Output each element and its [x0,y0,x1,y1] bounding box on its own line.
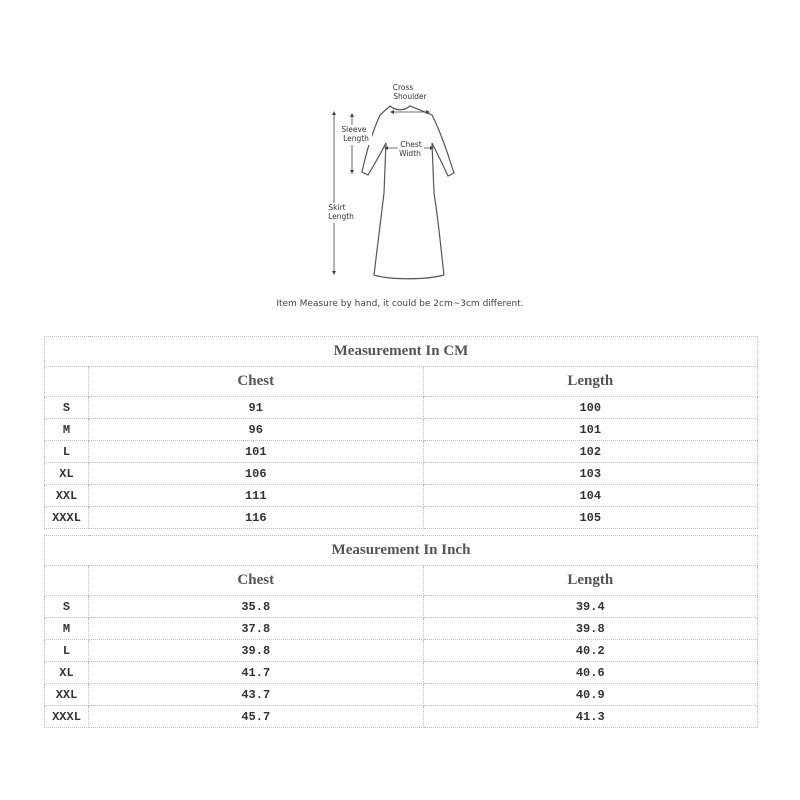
size-cell: XXXL [45,507,89,529]
chest-cell: 41.7 [89,662,424,684]
table-row [45,662,758,684]
length-cell: 41.3 [423,706,758,728]
dress-outline [362,106,454,279]
table-row [45,441,758,463]
header-length: Length [423,367,758,397]
size-cell: S [45,397,89,419]
table-title: Measurement In Inch [45,536,758,566]
chest-cell: 43.7 [89,684,424,706]
table-row [45,684,758,706]
dress-illustration [320,75,480,290]
size-cell: M [45,419,89,441]
chest-cell: 37.8 [89,618,424,640]
table-row [45,618,758,640]
size-cell: XXL [45,485,89,507]
label-skirt-length-1: Skirt [328,203,346,212]
table-row [45,419,758,441]
table-row [45,397,758,419]
chest-cell: 91 [89,397,424,419]
label-cross-shoulder-2: Shoulder [393,92,427,101]
dress-measurement-diagram [320,75,480,290]
chest-cell: 106 [89,463,424,485]
size-cell: XXXL [45,706,89,728]
size-cell: XXL [45,684,89,706]
label-cross-shoulder-1: Cross [392,83,414,92]
length-cell: 39.8 [423,618,758,640]
table-row [45,485,758,507]
size-table-cm [44,336,758,529]
table-row [45,640,758,662]
header-length: Length [423,566,758,596]
length-cell: 40.6 [423,662,758,684]
length-cell: 102 [423,441,758,463]
length-cell: 103 [423,463,758,485]
chest-cell: 39.8 [89,640,424,662]
chest-cell: 96 [89,419,424,441]
label-sleeve-length-1: Sleeve [341,125,367,134]
length-cell: 105 [423,507,758,529]
label-sleeve-length-2: Length [343,134,369,143]
chest-cell: 35.8 [89,596,424,618]
length-cell: 39.4 [423,596,758,618]
table-row [45,507,758,529]
length-cell: 100 [423,397,758,419]
size-cell: XL [45,463,89,485]
header-size [45,566,89,596]
size-cell: S [45,596,89,618]
header-chest: Chest [89,566,424,596]
length-cell: 40.2 [423,640,758,662]
table-row [45,596,758,618]
chest-cell: 45.7 [89,706,424,728]
length-cell: 40.9 [423,684,758,706]
header-size [45,367,89,397]
chest-cell: 111 [89,485,424,507]
table-row [45,463,758,485]
header-chest: Chest [89,367,424,397]
size-table-inch [44,535,758,728]
size-cell: L [45,640,89,662]
chest-cell: 116 [89,507,424,529]
size-cell: L [45,441,89,463]
length-cell: 104 [423,485,758,507]
table-row [45,706,758,728]
table-title: Measurement In CM [45,337,758,367]
chest-cell: 101 [89,441,424,463]
size-cell: XL [45,662,89,684]
size-cell: M [45,618,89,640]
measurement-note: Item Measure by hand, it could be 2cm~3cm different. [276,299,524,309]
label-chest-width-1: Chest [400,140,422,149]
label-skirt-length-2: Length [328,212,354,221]
length-cell: 101 [423,419,758,441]
label-chest-width-2: Width [399,149,421,158]
